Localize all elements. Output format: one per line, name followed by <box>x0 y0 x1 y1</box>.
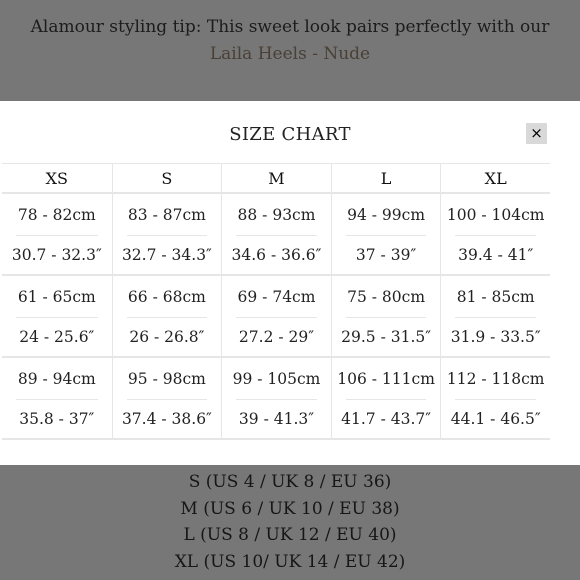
table-cell: 83 - 87cm <box>112 194 222 235</box>
table-cell: 99 - 105cm <box>221 358 331 399</box>
size-table-header <box>2 163 550 194</box>
table-row <box>2 194 550 235</box>
table-cell: 75 - 80cm <box>331 276 441 317</box>
table-cell: 89 - 94cm <box>17 370 96 388</box>
table-cell: 39 - 41.3″ <box>221 399 331 440</box>
table-cell: 44.1 - 46.5″ <box>440 399 550 440</box>
close-button[interactable] <box>526 123 547 144</box>
table-cell: 29.5 - 31.5″ <box>331 317 441 358</box>
size-table <box>2 163 550 440</box>
close-icon: × <box>530 124 543 142</box>
table-cell: 100 - 104cm <box>440 194 550 235</box>
table-cell: 78 - 82cm <box>17 206 96 224</box>
table-cell: 32.7 - 34.3″ <box>112 235 222 276</box>
size-chart-modal <box>0 101 580 465</box>
table-cell: 37 - 39″ <box>331 235 441 276</box>
size-table-scroll[interactable] <box>11 163 548 447</box>
column-header-xl: XL <box>440 163 550 194</box>
table-cell: 66 - 68cm <box>112 276 222 317</box>
table-cell: 61 - 65cm <box>17 288 96 306</box>
table-cell: 26 - 26.8″ <box>112 317 222 358</box>
laila-heels-link[interactable]: Laila Heels - Nude <box>209 44 371 64</box>
table-row <box>2 358 550 399</box>
table-row <box>2 317 550 358</box>
table-cell: 106 - 111cm <box>331 358 441 399</box>
styling-tip <box>0 14 580 68</box>
table-row <box>2 276 550 317</box>
styling-tip-text: Alamour styling tip: This sweet look pairs perfectly with our <box>30 17 550 37</box>
table-cell: 30.7 - 32.3″ <box>2 235 112 276</box>
column-header-m: M <box>221 163 331 194</box>
table-cell: 39.4 - 41″ <box>440 235 550 276</box>
table-row <box>2 399 550 440</box>
table-cell: 27.2 - 29″ <box>221 317 331 358</box>
size-conversion-list <box>0 469 580 575</box>
table-cell: 37.4 - 38.6″ <box>112 399 222 440</box>
table-cell: 94 - 99cm <box>331 194 441 235</box>
size-conversion-item: XL (US 10/ UK 14 / EU 42) <box>174 551 406 572</box>
column-header-s: S <box>112 163 222 194</box>
table-cell: 95 - 98cm <box>112 358 222 399</box>
table-cell: 24 - 25.6″ <box>2 317 112 358</box>
table-cell: 88 - 93cm <box>221 194 331 235</box>
size-conversion-item: M (US 6 / UK 10 / EU 38) <box>180 498 400 519</box>
table-cell: 41.7 - 43.7″ <box>331 399 441 440</box>
table-cell: 69 - 74cm <box>221 276 331 317</box>
column-header-l: L <box>331 163 441 194</box>
table-cell: 34.6 - 36.6″ <box>221 235 331 276</box>
size-conversion-item: S (US 4 / UK 8 / EU 36) <box>188 472 392 492</box>
column-header-xs: XS <box>2 163 112 194</box>
table-cell: 31.9 - 33.5″ <box>440 317 550 358</box>
table-cell: 35.8 - 37″ <box>2 399 112 440</box>
table-cell: 112 - 118cm <box>440 358 550 399</box>
table-row <box>2 235 550 276</box>
table-cell: 81 - 85cm <box>440 276 550 317</box>
size-conversion-item: L (US 8 / UK 12 / EU 40) <box>183 525 397 545</box>
size-chart-title: SIZE CHART <box>229 124 351 145</box>
